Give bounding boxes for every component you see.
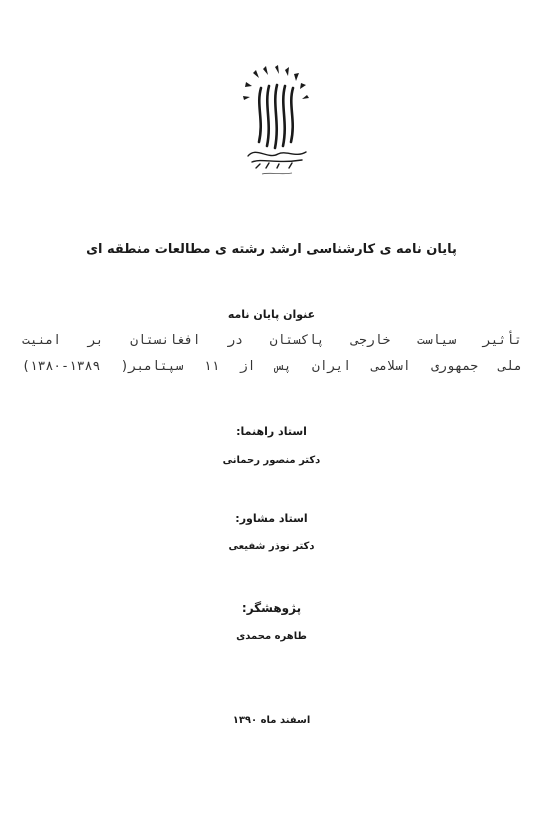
- thesis-title-line-1: تأثیر سیاست خارجی پاکستان در افغانستان بر امنیت: [22, 333, 522, 348]
- thesis-title-label: عنوان پایان نامه: [227, 308, 316, 321]
- supervisor-label: استاد راهنما:: [236, 425, 307, 438]
- thesis-date: اسفند ماه ۱۳۹۰: [232, 715, 311, 726]
- supervisor-name: دکتر منصور رحمانی: [222, 455, 321, 466]
- thesis-title-line-2: ملی جمهوری اسلامی ایران پس از ۱۱ سپتامبر( ۱۳۸۹-۱۳۸۰): [22, 359, 522, 374]
- researcher-label: پژوهشگر:: [241, 601, 302, 615]
- advisor-label: استاد مشاور:: [235, 512, 308, 525]
- advisor-name: دکتر نوذر شفیعی: [228, 541, 315, 552]
- emblem-graphic: [226, 60, 326, 180]
- thesis-degree-title: پایان نامه ی کارشناسی ارشد رشته ی مطالعات منطقه ای: [86, 242, 457, 257]
- researcher-name: طاهره محمدی: [236, 631, 307, 642]
- university-emblem-icon: [226, 60, 326, 180]
